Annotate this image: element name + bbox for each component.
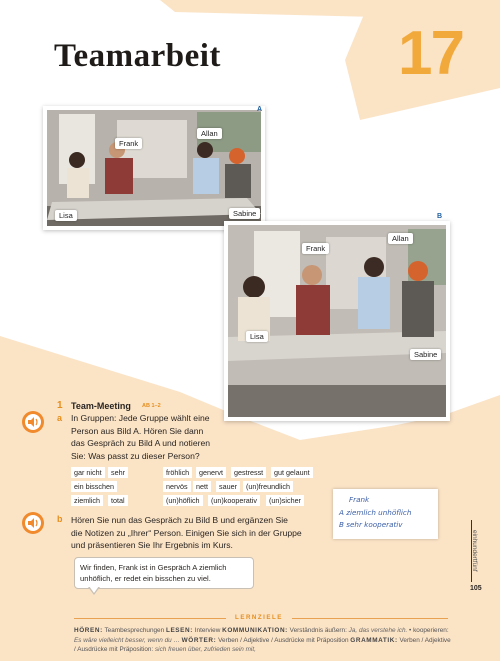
photo-b-label-frank: Frank [302, 243, 329, 254]
word-unsicher: (un)sicher [266, 495, 304, 506]
audio-play-button-b[interactable] [22, 512, 44, 534]
word-gut-gelaunt: gut gelaunt [271, 467, 313, 478]
audio-play-button-a[interactable] [22, 411, 44, 433]
photo-a-letter: A [257, 106, 263, 113]
note-line: A ziemlich unhöflich [339, 508, 412, 517]
photo-b-label-lisa: Lisa [246, 331, 268, 342]
page-number: 105 [470, 585, 482, 592]
lernziele-rule-left [74, 618, 226, 619]
word-nervoes: nervös [163, 481, 191, 492]
bubble-line: unhöflich, er redet ein bisschen zu viel. [80, 574, 211, 583]
lz-text: Verständnis äußern: [287, 627, 349, 634]
word-genervt: genervt [196, 467, 226, 478]
task-a-line: das Gespräch zu Bild A und notieren [71, 438, 211, 448]
word-unhoeflich: (un)höflich [163, 495, 203, 506]
lz-heading: LESEN: [165, 627, 193, 634]
photo-b-letter: B [437, 213, 443, 220]
task-b-text [71, 514, 341, 552]
lz-text: Verben / Adjektive / Ausdrücke mit Präposition: [74, 636, 451, 653]
word-ein-bisschen: ein bisschen [71, 481, 117, 492]
note-line: Frank [349, 495, 370, 504]
lernziele-rule-right [292, 618, 448, 619]
task-b-line: und präsentieren Sie Ihr Ergebnis im Kurs. [71, 540, 233, 550]
task-b-line: Hören Sie nun das Gespräch zu Bild B und ergänzen Sie [71, 515, 288, 525]
word-nett: nett [193, 481, 211, 492]
photo-b-label-allan: Allan [388, 233, 413, 244]
word-sauer: sauer [216, 481, 240, 492]
example-note-card [333, 489, 438, 539]
lz-example: Es wäre vielleicht besser, wenn du … [74, 636, 180, 644]
task-a-line: Sie: Was passt zu dieser Person? [71, 450, 200, 461]
word-total: total [108, 495, 128, 506]
lz-text: Verben / Adjektive / Ausdrücke mit Präposition [216, 636, 351, 644]
word-froehlich: fröhlich [163, 467, 192, 478]
lz-text: Interview [192, 627, 223, 634]
task-a-line: Person aus Bild A. Hören Sie dann [71, 425, 204, 436]
lz-example: Ja, das verstehe ich. [348, 627, 408, 634]
lz-heading: HÖREN: [74, 627, 103, 634]
word-sehr: sehr [108, 467, 128, 478]
lernziele-label: LERNZIELE [235, 614, 283, 621]
photo-b-scene [228, 225, 446, 417]
lz-text: • kooperieren: [407, 627, 449, 634]
photo-a [43, 106, 265, 230]
photo-b-image [228, 225, 446, 417]
bubble-line: Wir finden, Frank ist in Gespräch A ziemlich [80, 563, 227, 572]
speaker-icon [25, 515, 41, 531]
task-a-line: In Gruppen: Jede Gruppe wählt eine [71, 413, 210, 423]
task-b-letter: b [57, 514, 63, 524]
photo-a-label-lisa: Lisa [55, 210, 77, 221]
speaker-icon [25, 414, 41, 430]
speech-bubble-text [80, 562, 250, 584]
page-number-words: einhundertfünf [471, 530, 478, 572]
task-a-text [71, 412, 291, 462]
photo-a-image [47, 110, 261, 226]
photo-a-label-frank: Frank [115, 138, 142, 149]
exercise-number: 1 [57, 400, 63, 411]
photo-a-label-allan: Allan [197, 128, 222, 139]
exercise-workbook-ref: AB 1–2 [142, 403, 161, 409]
lz-heading: WÖRTER: [181, 636, 217, 644]
chapter-number: 17 [398, 19, 463, 88]
lz-heading: GRAMMATIK: [350, 636, 398, 644]
task-b-line: die Notizen zu „Ihrer“ Person. Einigen Sie sich in der Gruppe [71, 527, 302, 538]
word-unfreundlich: (un)freundlich [243, 481, 293, 492]
task-a-letter: a [57, 413, 63, 423]
photo-b [224, 221, 450, 421]
word-unkooperativ: (un)kooperativ [208, 495, 260, 506]
word-gar-nicht: gar nicht [71, 467, 105, 478]
photo-b-label-sabine: Sabine [410, 349, 441, 360]
speech-bubble-tail-fill [89, 586, 99, 593]
lz-heading: KOMMUNIKATION: [222, 627, 288, 634]
lz-example: sich freuen über, zufrieden sein mit, [154, 646, 256, 653]
word-ziemlich: ziemlich [71, 495, 103, 506]
word-gestresst: gestresst [231, 467, 266, 478]
photo-a-label-sabine: Sabine [229, 208, 260, 219]
note-line: B sehr kooperativ [339, 520, 403, 529]
lernziele-text [74, 626, 452, 655]
lz-text: Teambesprechungen [102, 627, 166, 634]
chapter-title: Teamarbeit [54, 38, 221, 74]
exercise-title: Team-Meeting [71, 401, 131, 411]
